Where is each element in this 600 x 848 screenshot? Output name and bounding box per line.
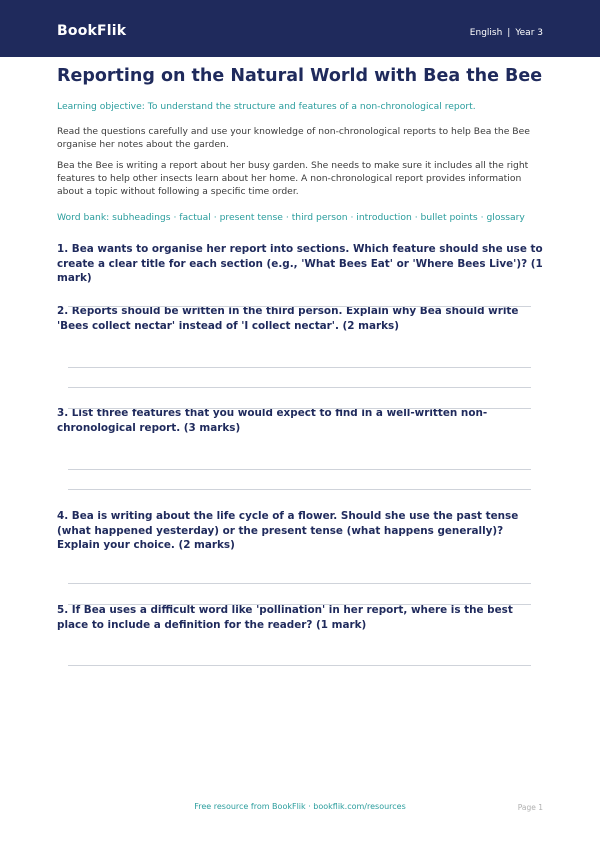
question-2: 2. Reports should be written in the third person. Explain why Bea should write 'Bees collect nectar' instead of 'I collect nectar'. (2 marks) — [57, 305, 519, 332]
answer-line[interactable] — [68, 489, 531, 490]
page-title: Reporting on the Natural World with Bea the Bee — [57, 66, 543, 86]
answer-line[interactable] — [68, 604, 531, 605]
separator: | — [507, 28, 511, 38]
question-3: 3. List three features that you would expect to find in a well-written non-chronological report. (3 marks) — [57, 407, 488, 434]
year-label: Year 3 — [515, 28, 543, 38]
subject-year-label — [470, 28, 543, 38]
intro-paragraph-1: Read the questions carefully and use your knowledge of non-chronological reports to help Bea the Bee organise her notes about the garden. — [57, 126, 530, 150]
answer-line[interactable] — [68, 306, 531, 307]
page-number: Page 1 — [517, 803, 543, 812]
question-1: 1. Bea wants to organise her report into sections. Which feature should she use to create a clear title for each section (e.g., 'What Bees Eat' or 'Where Bees Live')? (1 mark) — [57, 243, 543, 284]
answer-line[interactable] — [68, 408, 531, 409]
header-bar — [0, 0, 600, 57]
answer-line[interactable] — [68, 583, 531, 584]
footer-resource-link[interactable]: Free resource from BookFlik · bookflik.com/resources — [194, 802, 406, 811]
subject-label: English — [469, 28, 503, 38]
intro-paragraph-2: Bea the Bee is writing a report about her busy garden. She needs to make sure it includes all the right features to help other insects learn about her home. A non-chronological report provides information about a topic without following a specific time order. — [57, 160, 529, 197]
answer-line[interactable] — [68, 367, 531, 368]
answer-line[interactable] — [68, 387, 531, 388]
question-4: 4. Bea is writing about the life cycle of a flower. Should she use the past tense (what happened yesterday) or the present tense (what happens generally)? Explain your choice. (2 marks) — [57, 510, 519, 551]
word-bank: Word bank: subheadings · factual · present tense · third person · introduction · bullet points · glossary — [57, 212, 525, 223]
question-5: 5. If Bea uses a difficult word like 'pollination' in her report, where is the best place to include a definition for the reader? (1 mark) — [57, 604, 513, 631]
answer-line[interactable] — [68, 469, 531, 470]
brand-logo: BookFlik — [57, 23, 127, 39]
answer-line[interactable] — [68, 665, 531, 666]
learning-objective: Learning objective: To understand the structure and features of a non-chronological report. — [57, 101, 476, 112]
